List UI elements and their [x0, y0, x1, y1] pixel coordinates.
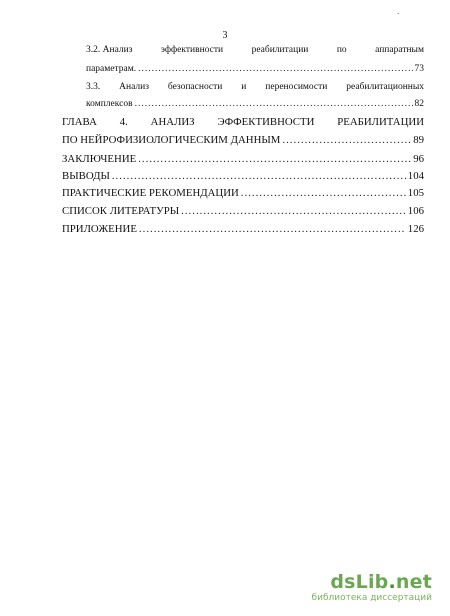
toc-word: АНАЛИЗ [150, 116, 195, 128]
dot-leader [135, 99, 413, 109]
toc-word: безопасности [167, 82, 223, 92]
dot-leader [138, 153, 411, 165]
toc-word: ГЛАВА [62, 116, 97, 128]
logo-suffix: net [395, 571, 432, 593]
dslib-subtitle: библиотека диссертаций [311, 593, 432, 603]
toc-entry-text: ПРИЛОЖЕНИЕ [62, 223, 137, 235]
toc-word: 4. [119, 116, 128, 128]
corner-mark: . [397, 6, 400, 16]
toc-word: ЭФФЕКТИВНОСТИ [217, 116, 315, 128]
page-number: 3 [222, 30, 228, 41]
toc-word: реабилитационных [346, 82, 424, 92]
toc-entry-text: комплексов [86, 99, 133, 109]
toc-entry-text: ПО НЕЙРОФИЗИОЛОГИЧЕСКИМ ДАННЫМ [62, 134, 281, 146]
toc-entry-text: ПРАКТИЧЕСКИЕ РЕКОМЕНДАЦИИ [62, 187, 239, 199]
dot-leader [282, 134, 411, 146]
toc-word: аппаратным [375, 45, 424, 55]
toc-entry-3-3-line2[interactable] [86, 99, 424, 109]
toc-entry-conclusion[interactable] [62, 153, 424, 165]
toc-entry-3-2-line1 [86, 45, 424, 55]
dot-leader [181, 205, 406, 217]
toc-entry-references[interactable] [62, 205, 424, 217]
toc-page-number: 105 [407, 187, 424, 199]
toc-entry-appendix[interactable] [62, 223, 424, 235]
toc-entry-3-2-line2[interactable] [86, 64, 424, 74]
dot-leader [138, 64, 412, 74]
toc-entry-recommendations[interactable] [62, 187, 424, 199]
logo-dot: . [388, 571, 396, 593]
toc-page-number: 82 [414, 99, 424, 109]
toc-page-number: 96 [413, 153, 424, 165]
toc-word: переносимости [265, 82, 328, 92]
toc-entry-text: ВЫВОДЫ [62, 170, 110, 182]
toc-entry-text: ЗАКЛЮЧЕНИЕ [62, 153, 137, 165]
dslib-watermark [282, 572, 432, 604]
toc-word: 3.2. Анализ [86, 45, 133, 55]
toc-entry-findings[interactable] [62, 170, 424, 182]
toc-page-number: 126 [407, 223, 424, 235]
toc-page-number: 104 [407, 170, 424, 182]
toc-page-number: 106 [407, 205, 424, 217]
toc-word: РЕАБИЛИТАЦИИ [337, 116, 424, 128]
toc-word: и [241, 82, 247, 92]
dslib-logo [282, 572, 432, 592]
toc-entry-text: СПИСОК ЛИТЕРАТУРЫ [62, 205, 180, 217]
toc-chapter-4-line2[interactable] [62, 134, 424, 146]
toc-page-number: 89 [413, 134, 424, 146]
toc-word: реабилитации [251, 45, 309, 55]
toc-entry-text: параметрам. [86, 64, 137, 74]
toc-word: 3.3. [86, 82, 101, 92]
dot-leader [241, 187, 406, 199]
toc-chapter-4-line1 [62, 116, 424, 128]
dot-leader [112, 170, 406, 182]
toc-word: по [336, 45, 347, 55]
logo-prefix: dsLib [330, 571, 389, 593]
dot-leader [139, 223, 406, 235]
toc-word: Анализ [119, 82, 149, 92]
toc-page-number: 73 [414, 64, 424, 74]
toc-word: эффективности [160, 45, 224, 55]
toc-entry-3-3-line1 [86, 82, 424, 92]
